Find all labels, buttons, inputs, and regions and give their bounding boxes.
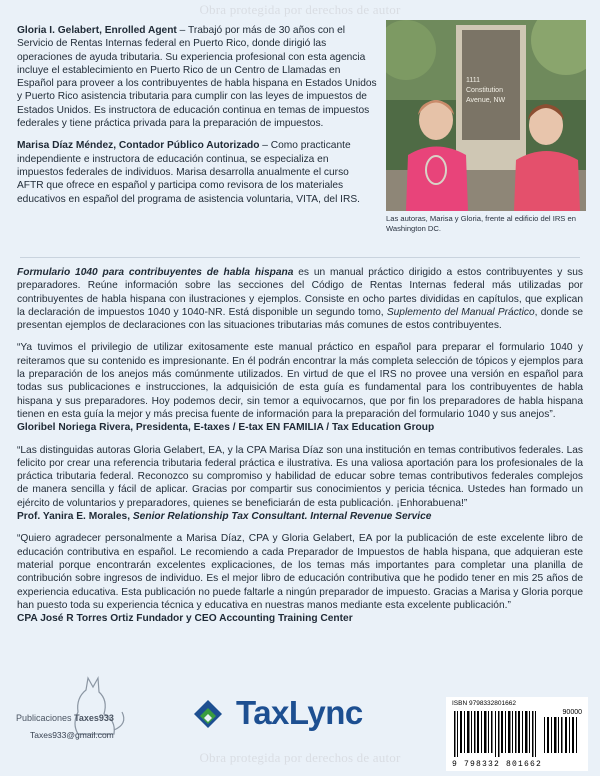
- authors-photo-illustration: [386, 20, 586, 211]
- quote-2-signature: Prof. Yanira E. Morales,: [17, 511, 133, 523]
- supplement-title: Suplemento del Manual Práctico: [386, 306, 535, 318]
- quote-1: [17, 341, 583, 434]
- authors-photo: [386, 20, 586, 211]
- publisher-email: Taxes933@gmail.com: [30, 730, 114, 740]
- quote-1-signature: Gloribel Noriega Rivera, Presidenta, E-taxes / E-tax EN FAMILIA / Tax Education Group: [17, 422, 435, 434]
- marisa-bio-text: – Como practicante independiente e instructora de educación continua, se especializa en impuestos federales de individuos. Marisa desarrolla anualmente el curso AFTR que ofrece en español y participa como revisora de los materiales educativos en español del programa de asistencia voluntaria, VITA, del IRS.: [17, 140, 360, 205]
- sign-line-1: 1111: [466, 77, 481, 84]
- sign-line-2: Constitution: [466, 87, 503, 94]
- bio-gloria: [17, 24, 377, 130]
- quote-2: [17, 444, 583, 524]
- quote-2-text: “Las distinguidas autoras Gloria Gelabert, EA, y la CPA Marisa Díaz son una institución en temas contributivos federales. Las felicito por crear una referencia tributaria federal práctica e ilustrativa. Es una valiosa aportación para los profesionales de la práctica tributaria federal. Reconozco su compromiso y habilidad de educar sobre temas contributivos federales complejos de manera sencilla y fácil de aplicar. Gracias por compartir sus conocimientos y pericia técnica. Ustedes han formado un ejército de voluntarios y preparadores, quienes se beneficiarán de esta publicación. ¡Enhorabuena!”: [17, 444, 583, 509]
- watermark-bottom: Obra protegida por derechos de autor: [199, 750, 401, 765]
- gloria-bio-text: – Trabajó por más de 30 años con el Servicio de Rentas Internas federal en Puerto Rico, donde dirigió las operaciones de ayuda tributaria. Su experiencia profesional con esta agencia incluye el establecimiento en Puerto Rico de un Centro de Llamadas en Español para proveer a los contribuyentes de habla hispana en Estados Unidos y Puerto Rico asistencia tributaria para cumplir con las leyes de impuestos de Estados Unidos. Es instructora de educación continua en temas de impuestos federales y tiene práctica privada para la preparación de impuestos.: [17, 25, 377, 130]
- quote-3-text: “Quiero agradecer personalmente a Marisa Díaz, CPA y Gloria Gelabert, EA por la publicación de este excelente libro de educación contributiva en español. Le recomiendo a cada Preparador de Impuestos de habla hispana, que adquieran este material porque encontrarán excelentes explicaciones, de los temas más importantes para completar una planilla de contribución sobre ingresos de individuo. Es el mejor libro de educación contributiva que he podido tener en mis 25 años de experiencia educativa. Esta publicación no puede faltarle a ningún preparador de impuesto. Gracias a Marisa y Gloria porque han puesto toda su experiencia técnica y educativa en nuestras manos mediante esta excelente publicación.”: [17, 533, 583, 611]
- back-cover-text: [17, 266, 583, 634]
- publisher-label: Publicaciones: [16, 713, 72, 723]
- book-title: Formulario 1040 para contribuyentes de habla hispana: [17, 267, 294, 278]
- quote-3-signature: CPA José R Torres Ortiz Fundador y CEO Accounting Training Center: [17, 613, 353, 625]
- intro-paragraph: [17, 266, 583, 332]
- watermark-top: Obra protegida por derechos de autor: [199, 2, 401, 17]
- taxlync-wordmark: TaxLync: [236, 694, 363, 731]
- quote-2-signature-title: Senior Relationship Tax Consultant. Internal Revenue Service: [132, 511, 432, 523]
- isbn-label: ISBN 9798332801662: [452, 700, 516, 707]
- isbn-number: 9 798332 801662: [452, 760, 543, 769]
- publisher-brand: Taxes933: [74, 713, 114, 723]
- intro-text-2: , donde se presentan ejemplos de declaraciones con las situaciones tributarias más comunes de estos contribuyentes.: [17, 306, 583, 332]
- gloria-name: Gloria I. Gelabert, Enrolled Agent: [17, 25, 177, 36]
- bio-marisa: [17, 139, 377, 205]
- sign-line-3: Avenue, NW: [466, 97, 506, 104]
- marisa-name: Marisa Díaz Méndez, Contador Público Autorizado: [17, 140, 260, 152]
- publisher-name: [16, 713, 114, 723]
- barcode-price: 90000: [562, 709, 582, 716]
- divider: [20, 257, 580, 258]
- quote-3: [17, 532, 583, 625]
- photo-caption: Las autoras, Marisa y Gloria, frente al edificio del IRS en Washington DC.: [386, 214, 576, 233]
- authors-bios: [17, 24, 377, 215]
- intro-text-1: es un manual práctico dirigido a estos contribuyentes y sus preparadores. Reúne información sobre las secciones del Código de Rentas Internas federal más utilizadas por contribuyentes de habla hispana con ilustraciones y ejemplos. Consiste en ocho partes divididas en capítulos, que explican la declaración de impuestos 1040 y 1040-NR. Está disponible un segundo tomo,: [17, 267, 584, 318]
- quote-1-text: “Ya tuvimos el privilegio de utilizar exitosamente este manual práctico en español para preparar el formulario 1040 y reiteramos que su contenido es impresionante. En él podrán encontrar la más completa selección de tópicos y ejemplos para la preparación de los anejos más comúnmente utilizados. En virtud de que el IRS no provee una versión en español para todas sus publicaciones e instrucciones, la adquisición de esta guía es fundamental para los contribuyentes de habla hispana y sus preparadores. Hoy podemos decir, sin temor a equivocarnos, que por fin los preparadores de habla hispana tienen en esta guía la mejor y más precisa fuente de información para la preparación del formulario 1040 y sus anejos”.: [17, 342, 583, 420]
